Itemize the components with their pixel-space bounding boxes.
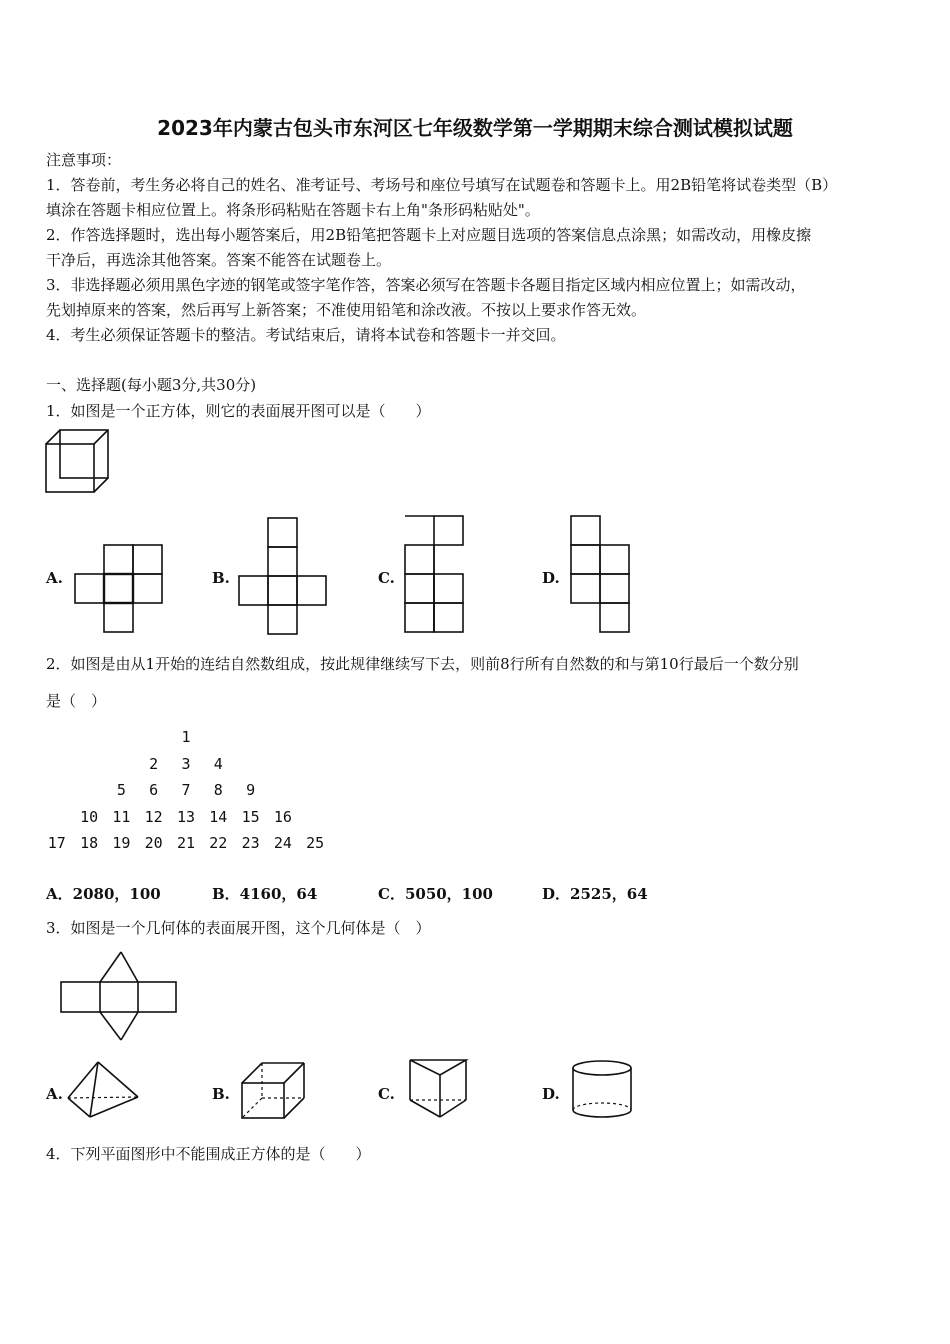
- triangle-number: 23: [241, 834, 260, 852]
- triangle-number: 17: [47, 834, 66, 852]
- triangle-number: 18: [80, 834, 99, 852]
- triangle-number: 19: [112, 834, 131, 852]
- triangle-number: 4: [213, 754, 223, 773]
- q3-option-a[interactable]: A.: [46, 1085, 63, 1103]
- triangle-number: 13: [176, 807, 196, 826]
- q1-option-d[interactable]: D.: [542, 569, 560, 587]
- triangle-number: 11: [112, 807, 131, 826]
- q3-option-b[interactable]: B.: [212, 1085, 230, 1103]
- q1-option-b[interactable]: B.: [212, 569, 230, 587]
- triangle-number: 25: [306, 834, 325, 852]
- triangle-number: 5: [116, 781, 126, 799]
- triangle-number: 9: [246, 781, 256, 799]
- notice-line: 干净后，再选涂其他答案。答案不能答在试题卷上。: [46, 251, 392, 269]
- question-1-stem: 1．如图是一个正方体，则它的表面展开图可以是（ ）: [46, 402, 431, 420]
- triangle-number: 15: [241, 807, 260, 826]
- q2-option-d[interactable]: D．2525，64: [542, 885, 648, 903]
- question-4-stem: 4．下列平面图形中不能围成正方体的是（ ）: [46, 1145, 371, 1163]
- notice-line: 1．答卷前，考生务必将自己的姓名、准考证号、考场号和座位号填写在试题卷和答题卡上。用2B铅笔将试卷类型（B）: [46, 176, 838, 194]
- triangle-number: 7: [181, 781, 191, 799]
- notice-line: 2．作答选择题时，选出每小题答案后，用2B铅笔把答题卡上对应题目选项的答案信息点涂黑；如需改动，用橡皮擦: [46, 226, 812, 244]
- triangle-number: 8: [213, 781, 223, 799]
- q3-option-c[interactable]: C.: [378, 1085, 395, 1103]
- triangle-number: 3: [181, 754, 191, 773]
- notice-line: 3．非选择题必须用黑色字迹的钢笔或签字笔作答，答案必须写在答题卡各题目指定区域内相应位置上；如需改动，: [46, 276, 806, 294]
- triangle-number: 24: [273, 834, 292, 852]
- triangle-number: 10: [80, 807, 99, 826]
- notice-line: 4．考生必须保证答题卡的整洁。考试结束后，请将本试卷和答题卡一并交回。: [46, 326, 566, 344]
- triangle-number: 22: [209, 834, 228, 852]
- question-3-stem: 3．如图是一个几何体的表面展开图，这个几何体是（ ）: [46, 919, 431, 937]
- triangle-number: 12: [144, 807, 163, 826]
- triangle-number: 20: [144, 834, 163, 852]
- question-2-stem-line2: 是（ ）: [46, 692, 107, 710]
- q2-option-b[interactable]: B．4160，64: [212, 885, 318, 903]
- triangle-number: 21: [176, 834, 196, 852]
- q3-option-d[interactable]: D.: [542, 1085, 560, 1103]
- notice-line: 填涂在答题卡相应位置上。将条形码粘贴在答题卡右上角"条形码粘贴处"。: [46, 201, 540, 219]
- q1-option-a[interactable]: A.: [46, 569, 63, 587]
- notice-heading: 注意事项：: [46, 151, 122, 169]
- triangle-number: 2: [149, 754, 159, 773]
- triangle-number: 6: [149, 781, 159, 799]
- triangle-number: 1: [181, 728, 191, 746]
- q1-option-c[interactable]: C.: [378, 569, 395, 587]
- section-heading: 一、选择题(每小题3分,共30分): [46, 376, 257, 394]
- triangle-number: 16: [273, 807, 292, 826]
- triangle-number: 14: [209, 807, 228, 826]
- q2-option-a[interactable]: A．2080，100: [46, 885, 161, 903]
- question-2-stem-line1: 2．如图是由从1开始的连结自然数组成，按此规律继续写下去，则前8行所有自然数的和与第10行最后一个数分别: [46, 655, 799, 673]
- q2-option-c[interactable]: C．5050，100: [378, 885, 493, 903]
- page-title: 2023年内蒙古包头市东河区七年级数学第一学期期末综合测试模拟试题: [157, 116, 793, 140]
- notice-line: 先划掉原来的答案，然后再写上新答案；不准使用铅笔和涂改液。不按以上要求作答无效。: [46, 301, 647, 319]
